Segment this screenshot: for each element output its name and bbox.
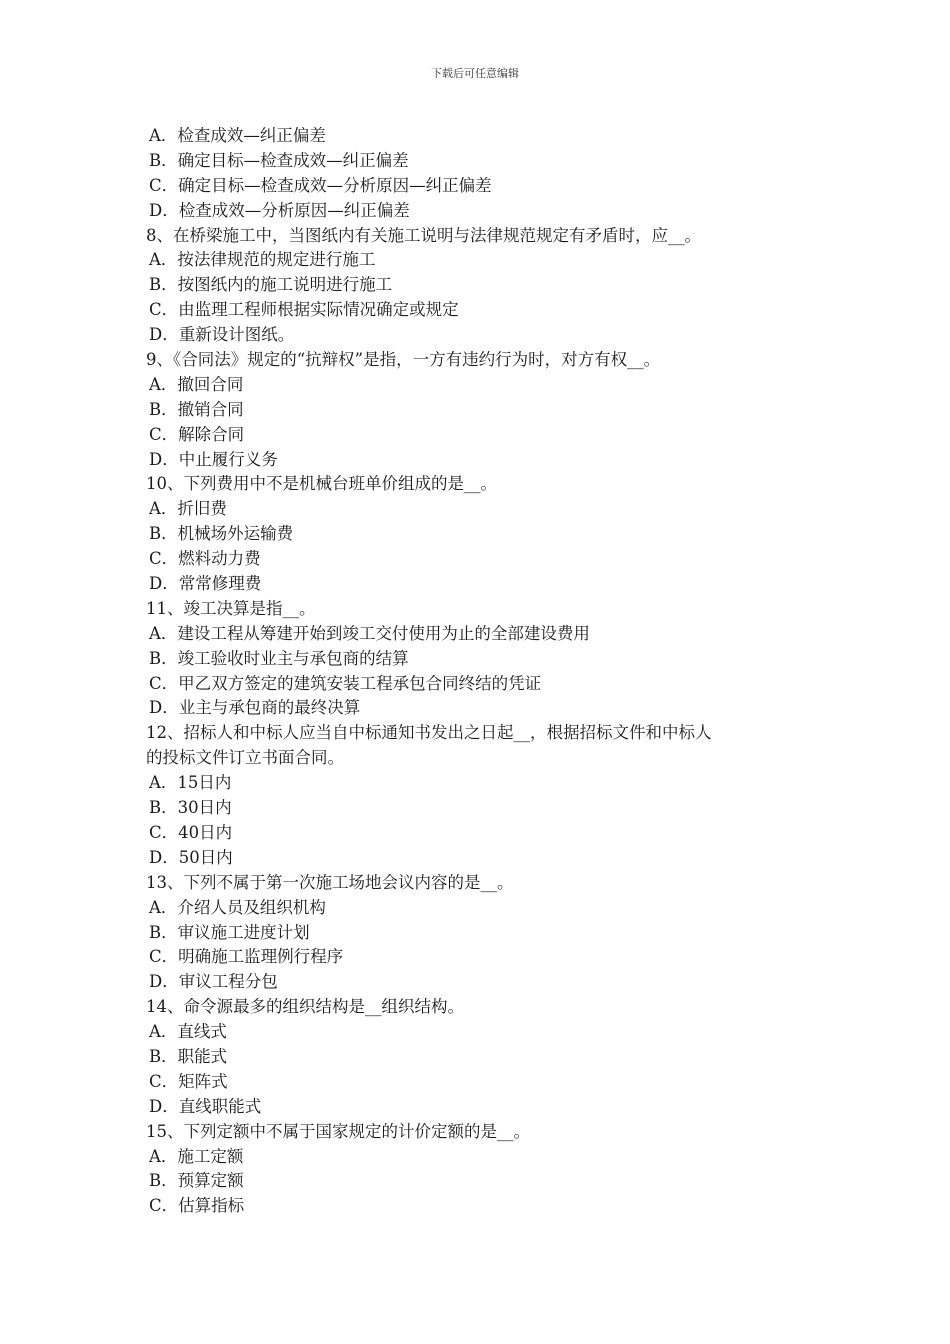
answer-option: B．职能式 xyxy=(149,1046,228,1066)
question-text: 8、在桥梁施工中，当图纸内有关施工说明与法律规范规定有矛盾时，应__。 xyxy=(146,225,701,245)
answer-option: D．50日内 xyxy=(149,847,233,867)
answer-option: D．直线职能式 xyxy=(149,1096,262,1116)
document-body xyxy=(146,124,826,1219)
answer-option: D．检查成效—分析原因—纠正偏差 xyxy=(149,200,410,220)
answer-option: A．建设工程从筹建开始到竣工交付使用为止的全部建设费用 xyxy=(149,623,590,643)
question-text: 11、竣工决算是指__。 xyxy=(146,598,316,618)
answer-option: B．预算定额 xyxy=(149,1171,244,1191)
answer-option: C．明确施工监理例行程序 xyxy=(149,947,344,967)
answer-option: B．30日内 xyxy=(149,798,232,818)
answer-option: A．折旧费 xyxy=(149,499,227,519)
answer-option: C．确定目标—检查成效—分析原因—纠正偏差 xyxy=(149,175,492,195)
question-text: 10、下列费用中不是机械台班单价组成的是__。 xyxy=(146,474,497,494)
answer-option: D．审议工程分包 xyxy=(149,972,278,992)
answer-option: A．介绍人员及组织机构 xyxy=(149,897,326,917)
question-text: 13、下列不属于第一次施工场地会议内容的是__。 xyxy=(146,872,514,892)
answer-option: A．施工定额 xyxy=(149,1146,244,1166)
question-text: 14、命令源最多的组织结构是__组织结构。 xyxy=(146,997,464,1017)
answer-option: B．竣工验收时业主与承包商的结算 xyxy=(149,648,409,668)
answer-option: A．按法律规范的规定进行施工 xyxy=(149,250,376,270)
answer-option: D．常常修理费 xyxy=(149,574,262,594)
answer-option: B．按图纸内的施工说明进行施工 xyxy=(149,275,393,295)
answer-option: B．审议施工进度计划 xyxy=(149,922,310,942)
answer-option: C．由监理工程师根据实际情况确定或规定 xyxy=(149,300,459,320)
answer-option: B．确定目标—检查成效—纠正偏差 xyxy=(149,150,409,170)
answer-option: C．解除合同 xyxy=(149,424,245,444)
answer-option: B．机械场外运输费 xyxy=(149,524,294,544)
answer-option: C．甲乙双方签定的建筑安装工程承包合同终结的凭证 xyxy=(149,673,542,693)
question-text: 9、《合同法》规定的“抗辩权”是指，一方有违约行为时，对方有权__。 xyxy=(146,350,661,370)
answer-option: B．撤销合同 xyxy=(149,399,244,419)
question-text: 12、招标人和中标人应当自中标通知书发出之日起__，根据招标文件和中标人 xyxy=(146,723,712,743)
answer-option: C．矩阵式 xyxy=(149,1071,228,1091)
answer-option: A．直线式 xyxy=(149,1022,227,1042)
question-text: 的投标文件订立书面合同。 xyxy=(146,748,344,768)
answer-option: D．业主与承包商的最终决算 xyxy=(149,698,361,718)
answer-option: C．燃料动力费 xyxy=(149,549,261,569)
answer-option: A．撤回合同 xyxy=(149,374,244,394)
page-header: 下载后可任意编辑 xyxy=(431,67,519,80)
answer-option: D．重新设计图纸。 xyxy=(149,325,295,345)
answer-option: D．中止履行义务 xyxy=(149,449,278,469)
answer-option: A．检查成效—纠正偏差 xyxy=(149,126,326,145)
question-text: 15、下列定额中不属于国家规定的计价定额的是__。 xyxy=(146,1121,530,1141)
answer-option: C．40日内 xyxy=(149,822,233,842)
answer-option: C．估算指标 xyxy=(149,1196,245,1216)
answer-option: A．15日内 xyxy=(149,773,232,793)
